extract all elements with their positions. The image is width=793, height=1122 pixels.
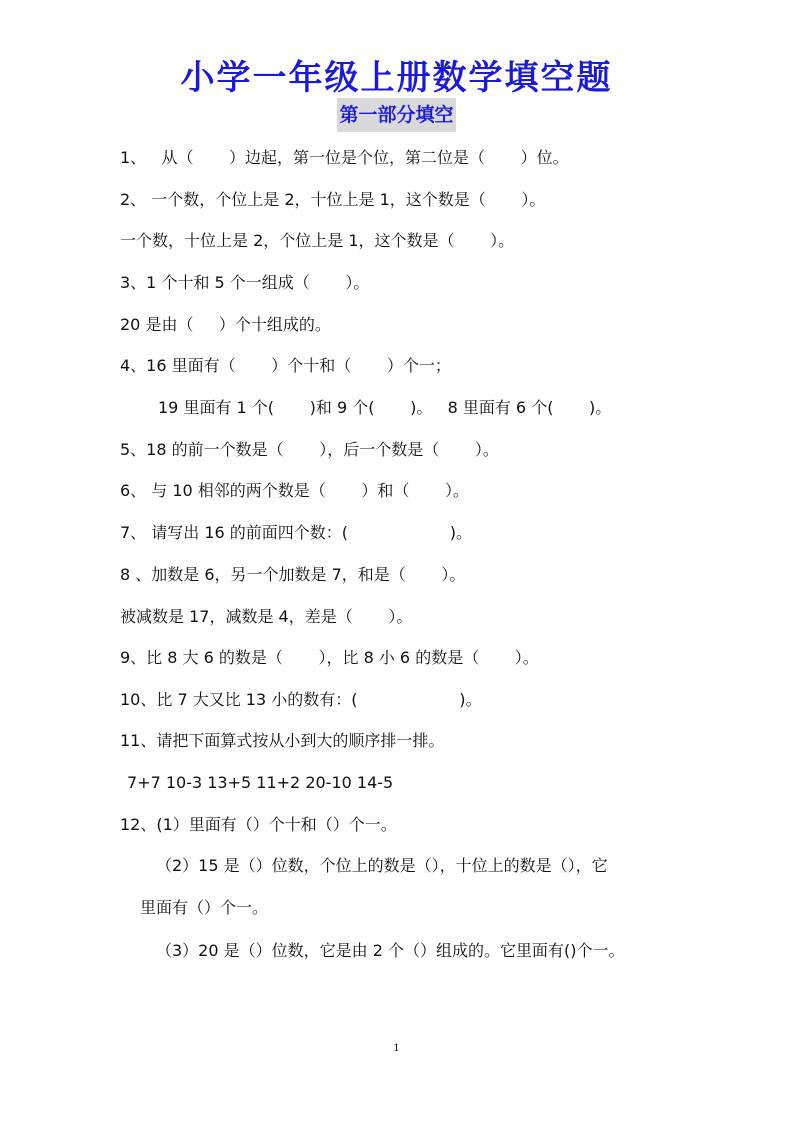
question-11: 11、请把下面算式按从小到大的顺序排一排。	[120, 731, 445, 750]
question-1: 1、 从（ ）边起，第一位是个位，第二位是（ ）位。	[120, 148, 569, 167]
question-8b: 被减数是 17，减数是 4，差是（ ）。	[120, 607, 413, 626]
question-10: 10、比 7 大又比 13 小的数有：( )。	[120, 690, 482, 709]
question-2b: 一个数，十位上是 2，个位上是 1，这个数是（ ）。	[120, 231, 515, 250]
question-8a: 8 、加数是 6，另一个加数是 7，和是（ ）。	[120, 565, 466, 584]
question-9: 9、比 8 大 6 的数是（ ），比 8 小 6 的数是（ ）。	[120, 648, 539, 667]
question-5: 5、18 的前一个数是（ ），后一个数是（ ）。	[120, 440, 499, 459]
question-7: 7、 请写出 16 的前面四个数：( )。	[120, 523, 473, 542]
question-12-1: 12、(1）里面有（）个十和（）个一。	[120, 815, 397, 834]
question-3b: 20 是由（ ）个十组成的。	[120, 315, 331, 334]
question-3a: 3、1 个十和 5 个一组成（ ）。	[120, 273, 370, 292]
question-11-expressions: 7+7 10-3 13+5 11+2 20-10 14-5	[127, 773, 394, 792]
question-2a: 2、 一个数，个位上是 2，十位上是 1，这个数是（ ）。	[120, 190, 546, 209]
question-4b: 19 里面有 1 个( )和 9 个( )。 8 里面有 6 个( )。	[158, 398, 612, 417]
section-heading: 第一部分填空	[337, 98, 455, 132]
page-title: 小学一年级上册数学填空题	[180, 58, 613, 98]
page-number: 1	[393, 1043, 400, 1054]
question-4a: 4、16 里面有（ ）个十和（ ）个一；	[120, 356, 451, 375]
question-12-3: （3）20 是（）位数，它是由 2 个（）组成的。它里面有()个一。	[156, 941, 625, 960]
question-6: 6、 与 10 相邻的两个数是（ ）和（ ）。	[120, 481, 470, 500]
question-12-2: （2）15 是（）位数，个位上的数是（），十位上的数是（），它	[156, 856, 608, 875]
question-12-2-cont: 里面有（）个一。	[140, 898, 269, 917]
